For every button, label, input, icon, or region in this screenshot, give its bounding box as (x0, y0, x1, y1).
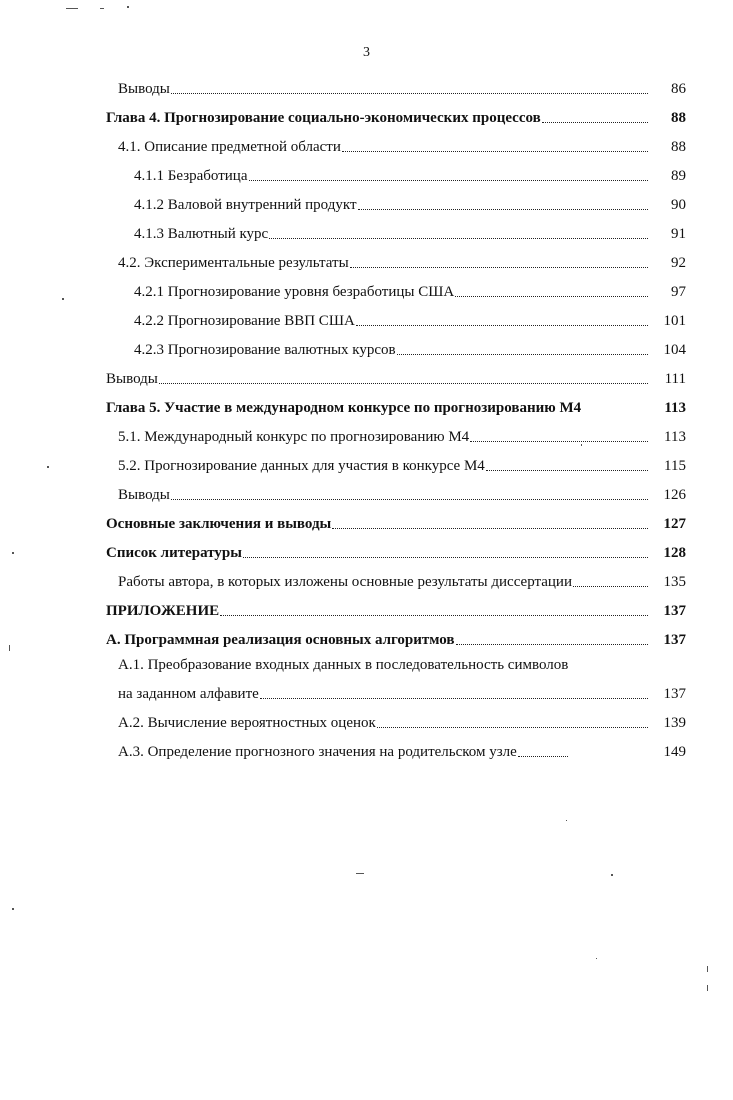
dot-leader (171, 498, 648, 500)
toc-entry-4-1-1 (106, 163, 686, 185)
toc-entry-page: 90 (671, 197, 686, 213)
toc-entry-title: 4.1.1 Безработица (134, 168, 248, 184)
toc-entry-page: 86 (671, 81, 686, 97)
toc-entry-title: А.3. Определение прогнозного значения на родительском узле (118, 744, 517, 760)
toc-entry-page: 115 (664, 458, 686, 474)
toc-entry-page: 88 (671, 139, 686, 155)
toc-entry-a3 (106, 739, 686, 761)
scan-artifact (66, 8, 78, 9)
scan-artifact (596, 958, 597, 959)
dot-leader (269, 237, 648, 239)
toc-entry-chapter-4 (106, 105, 686, 127)
toc-entry-title: Основные заключения и выводы (106, 516, 332, 532)
toc-entry-bibliography (106, 540, 686, 562)
toc-entry-author-works (106, 569, 686, 591)
toc-entry-title: ПРИЛОЖЕНИЕ (106, 603, 220, 619)
toc-entry-title: 4.1.3 Валютный курс (134, 226, 269, 242)
toc-entry-4-1-2 (106, 192, 686, 214)
dot-leader (377, 726, 648, 728)
toc-entry-title: А. Программная реализация основных алгоритмов (106, 632, 455, 648)
toc-entry-page: 113 (664, 400, 686, 416)
toc-entry-title: на заданном алфавите (118, 686, 259, 702)
toc-entry-page: 128 (663, 545, 686, 561)
toc-entry-4-2-3 (106, 337, 686, 359)
toc-entry-page: 135 (663, 574, 686, 590)
toc-entry-page: 92 (671, 255, 686, 271)
toc-entry-5-2 (106, 453, 686, 475)
toc-entry-appendix (106, 598, 686, 620)
toc-entry-page: 88 (671, 110, 686, 126)
toc-entry-page: 91 (671, 226, 686, 242)
dot-leader (518, 755, 568, 757)
dot-leader (470, 440, 648, 442)
toc-entry-title: Выводы (118, 487, 170, 503)
toc-entry-title: Работы автора, в которых изложены основные результаты диссертации (118, 574, 572, 590)
toc-entry-a2 (106, 710, 686, 732)
toc-entry-title: 4.1.2 Валовой внутренний продукт (134, 197, 357, 213)
dot-leader (358, 208, 648, 210)
toc-entry-page: 139 (663, 715, 686, 731)
toc-entry-title: А.2. Вычисление вероятностных оценок (118, 715, 376, 731)
scan-artifact (9, 645, 10, 651)
scan-artifact (127, 6, 129, 8)
scan-artifact (12, 908, 14, 910)
toc-entry-page: 111 (664, 371, 686, 387)
toc-entry-page: 137 (663, 632, 686, 648)
toc-entry-page: 137 (663, 603, 686, 619)
dot-leader (332, 527, 648, 529)
scan-artifact (356, 873, 364, 874)
dot-leader (350, 266, 648, 268)
toc-entry-main-conclusions (106, 511, 686, 533)
dot-leader (249, 179, 649, 181)
scan-artifact (566, 820, 567, 821)
toc-entry-title: 4.2.1 Прогнозирование уровня безработицы США (134, 284, 455, 300)
toc-entry-page: 97 (671, 284, 686, 300)
toc-entry-page: 89 (671, 168, 686, 184)
toc-entry-page: 104 (663, 342, 686, 358)
dot-leader (397, 353, 648, 355)
toc-entry-title: Выводы (106, 371, 158, 387)
toc-entry-page: 101 (663, 313, 686, 329)
toc-entry-title: Выводы (118, 81, 170, 97)
page-number: 3 (363, 45, 370, 60)
toc-entry-title: 4.2. Экспериментальные результаты (118, 255, 349, 271)
toc-entry-title: 5.2. Прогнозирование данных для участия в конкурсе М4 (118, 458, 485, 474)
scan-artifact (611, 874, 613, 876)
dot-leader (171, 92, 648, 94)
toc-entry-4-2 (106, 250, 686, 272)
dot-leader (455, 295, 648, 297)
toc-entry-conclusions-ch3 (106, 76, 686, 98)
toc-entry-conclusions-ch4 (106, 366, 686, 388)
toc-entry-title: 4.1. Описание предметной области (118, 139, 341, 155)
dot-leader (573, 585, 648, 587)
scan-artifact (12, 552, 14, 554)
toc-entry-page: 127 (663, 516, 686, 532)
toc-entry-page: 113 (664, 429, 686, 445)
dot-leader (260, 697, 648, 699)
toc-entry-5-1 (106, 424, 686, 446)
toc-entry-4-2-2 (106, 308, 686, 330)
scan-artifact (707, 985, 708, 991)
toc-entry-a1 (106, 681, 686, 703)
toc-entry-appendix-a (106, 627, 686, 649)
dot-leader (243, 556, 648, 558)
dot-leader (342, 150, 648, 152)
toc-entry-title: 5.1. Международный конкурс по прогнозированию М4 (118, 429, 470, 445)
scan-artifact (581, 444, 582, 446)
toc-entry-page: 137 (663, 686, 686, 702)
toc-entry-title: 4.2.2 Прогнозирование ВВП США (134, 313, 355, 329)
toc-entry-4-2-1 (106, 279, 686, 301)
toc-entry-page: 149 (663, 744, 686, 760)
toc-entry-a1-line1: А.1. Преобразование входных данных в последовательность символов (118, 657, 569, 673)
dot-leader (456, 643, 648, 645)
toc-entry-chapter-5 (106, 395, 686, 417)
toc-entry-conclusions-ch5 (106, 482, 686, 504)
toc-entry-4-1-3 (106, 221, 686, 243)
toc-entry-title: Список литературы (106, 545, 242, 561)
scan-artifact (62, 298, 64, 300)
toc-entry-page: 126 (663, 487, 686, 503)
dot-leader (486, 469, 648, 471)
dot-leader (356, 324, 648, 326)
toc-entry-title: Глава 4. Прогнозирование социально-экономических процессов (106, 110, 541, 126)
scan-artifact (707, 966, 708, 972)
dot-leader (583, 416, 650, 417)
scan-artifact (47, 466, 49, 468)
toc-entry-4-1 (106, 134, 686, 156)
dot-leader (542, 121, 648, 123)
dot-leader (220, 614, 648, 616)
dot-leader (159, 382, 648, 384)
toc-entry-title: 4.2.3 Прогнозирование валютных курсов (134, 342, 396, 358)
toc-entry-title: Глава 5. Участие в международном конкурсе по прогнозированию М4 (106, 400, 582, 416)
scan-artifact (100, 8, 104, 9)
